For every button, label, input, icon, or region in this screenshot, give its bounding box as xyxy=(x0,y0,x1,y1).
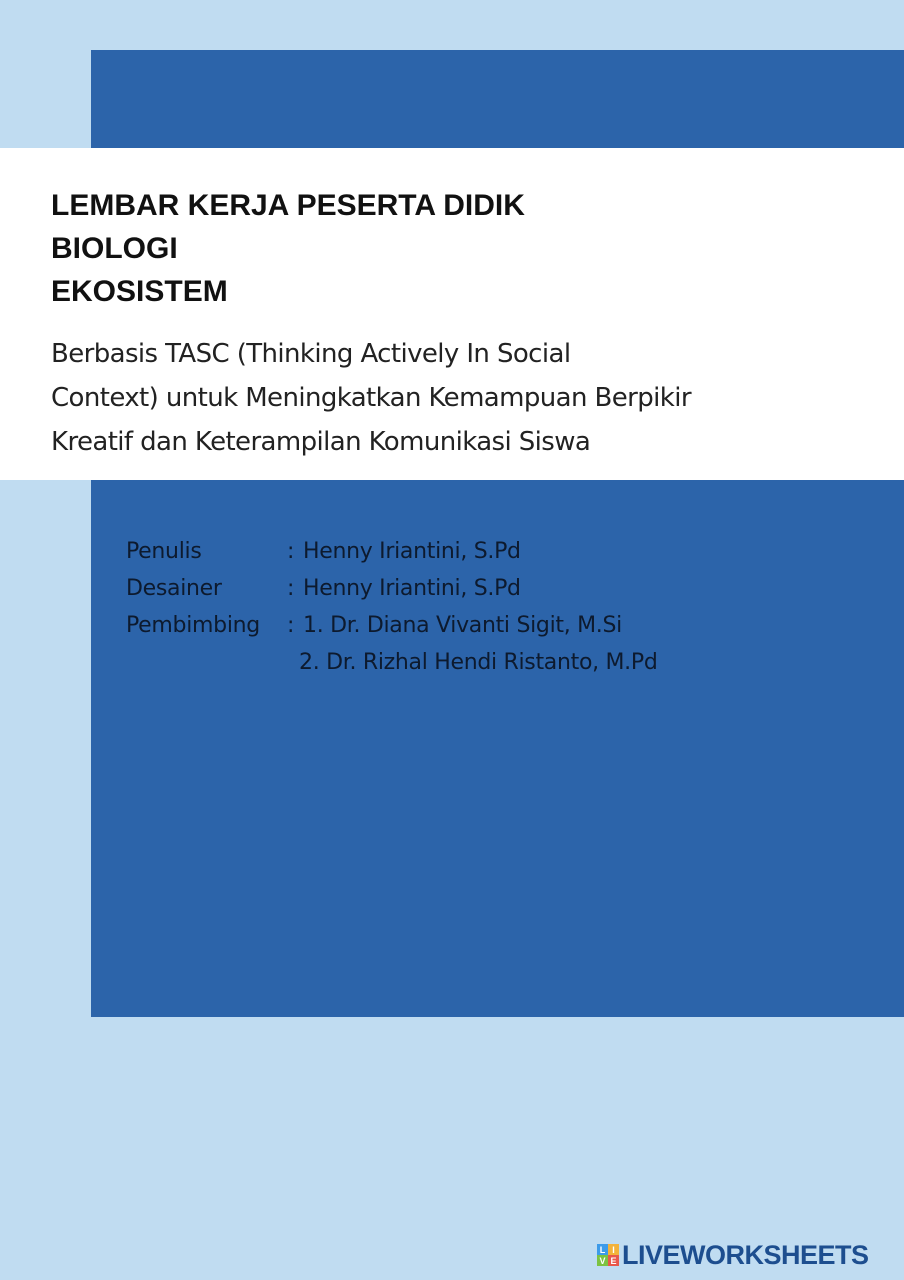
writer-value: Henny Iriantini, S.Pd xyxy=(303,539,521,564)
topic-title: EKOSISTEM xyxy=(51,275,228,308)
advisor-row-2 xyxy=(126,644,658,681)
logo-cell: E xyxy=(608,1255,619,1266)
advisor-value: 1. Dr. Diana Vivanti Sigit, M.Si xyxy=(303,613,622,638)
designer-label: Desainer xyxy=(126,576,222,601)
advisor-label: Pembimbing xyxy=(126,613,260,638)
separator: : xyxy=(287,576,295,601)
document-title: LEMBAR KERJA PESERTA DIDIK xyxy=(51,189,525,222)
subtitle-line: Context) untuk Meningkatkan Kemampuan Berpikir xyxy=(51,383,691,413)
credits-block xyxy=(126,533,658,681)
designer-row xyxy=(126,570,658,607)
writer-label: Penulis xyxy=(126,539,202,564)
subtitle-line: Kreatif dan Keterampilan Komunikasi Siswa xyxy=(51,427,591,457)
liveworksheets-watermark xyxy=(597,1238,869,1272)
designer-value: Henny Iriantini, S.Pd xyxy=(303,576,521,601)
liveworksheets-wordmark: LIVEWORKSHEETS xyxy=(622,1239,869,1270)
separator: : xyxy=(287,613,295,638)
liveworksheets-logo-icon xyxy=(597,1244,619,1266)
writer-row xyxy=(126,533,658,570)
advisor-row xyxy=(126,607,658,644)
subject-title: BIOLOGI xyxy=(51,232,178,265)
logo-cell: I xyxy=(608,1244,619,1255)
logo-cell: L xyxy=(597,1244,608,1255)
separator: : xyxy=(287,539,295,564)
logo-cell: V xyxy=(597,1255,608,1266)
advisor-value: 2. Dr. Rizhal Hendi Ristanto, M.Pd xyxy=(299,650,658,675)
subtitle-line: Berbasis TASC (Thinking Actively In Social xyxy=(51,339,571,369)
